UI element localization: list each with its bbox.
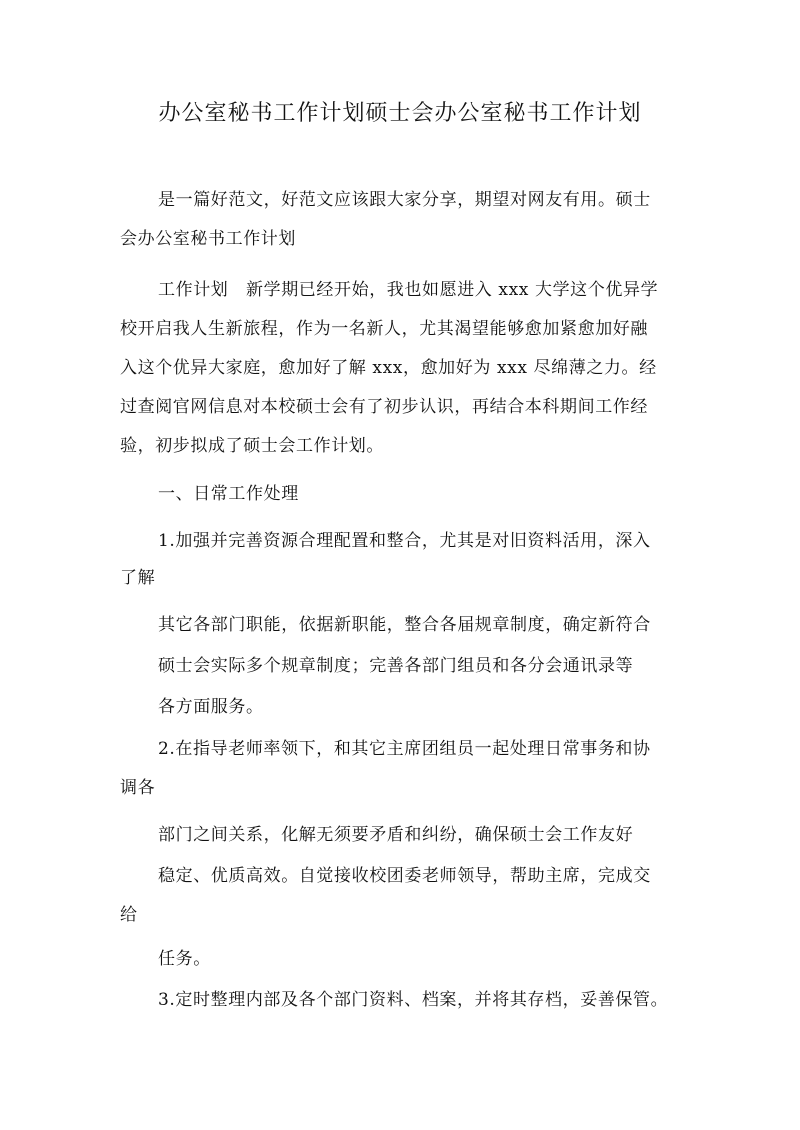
paragraph-line: 工作计划 新学期已经开始，我也如愿进入 xxx 大学这个优异学: [158, 280, 659, 300]
paragraph-line: 过查阅官网信息对本校硕士会有了初步认识，再结合本科期间工作经: [120, 397, 648, 417]
paragraph-line: 各方面服务。: [158, 697, 264, 717]
paragraph-line: 1.加强并完善资源合理配置和整合，尤其是对旧资料活用，深入: [158, 531, 651, 551]
paragraph-line: 会办公室秘书工作计划: [120, 229, 296, 249]
paragraph-line: 3.定时整理内部及各个部门资料、档案，并将其存档，妥善保管。: [158, 990, 669, 1010]
paragraph-line: 验，初步拟成了硕士会工作计划。: [120, 436, 384, 456]
paragraph-line: 校开启我人生新旅程，作为一名新人，尤其渴望能够愈加紧愈加好融: [120, 319, 648, 339]
document-title: 办公室秘书工作计划硕士会办公室秘书工作计划: [158, 101, 642, 126]
paragraph-line: 给: [120, 905, 138, 925]
paragraph-line: 稳定、优质高效。自觉接收校团委老师领导，帮助主席，完成交: [158, 866, 651, 886]
paragraph-line: 任务。: [158, 949, 211, 969]
paragraph-line: 入这个优异大家庭，愈加好了解 xxx，愈加好为 xxx 尽绵薄之力。经: [120, 358, 657, 378]
paragraph-line: 调各: [120, 778, 156, 798]
paragraph-line: 硕士会实际多个规章制度；完善各部门组员和各分会通讯录等: [158, 656, 634, 676]
paragraph-line: 其它各部门职能，依据新职能，整合各届规章制度，确定新符合: [158, 615, 651, 635]
paragraph-line: 是一篇好范文，好范文应该跟大家分享，期望对网友有用。硕士: [158, 190, 651, 210]
paragraph-line: 2.在指导老师率领下，和其它主席团组员一起处理日常事务和协: [158, 739, 651, 759]
paragraph-line: 部门之间关系，化解无须要矛盾和纠纷，确保硕士会工作友好: [158, 825, 634, 845]
section-heading: 一、日常工作处理: [158, 484, 299, 504]
paragraph-line: 了解: [120, 568, 156, 588]
